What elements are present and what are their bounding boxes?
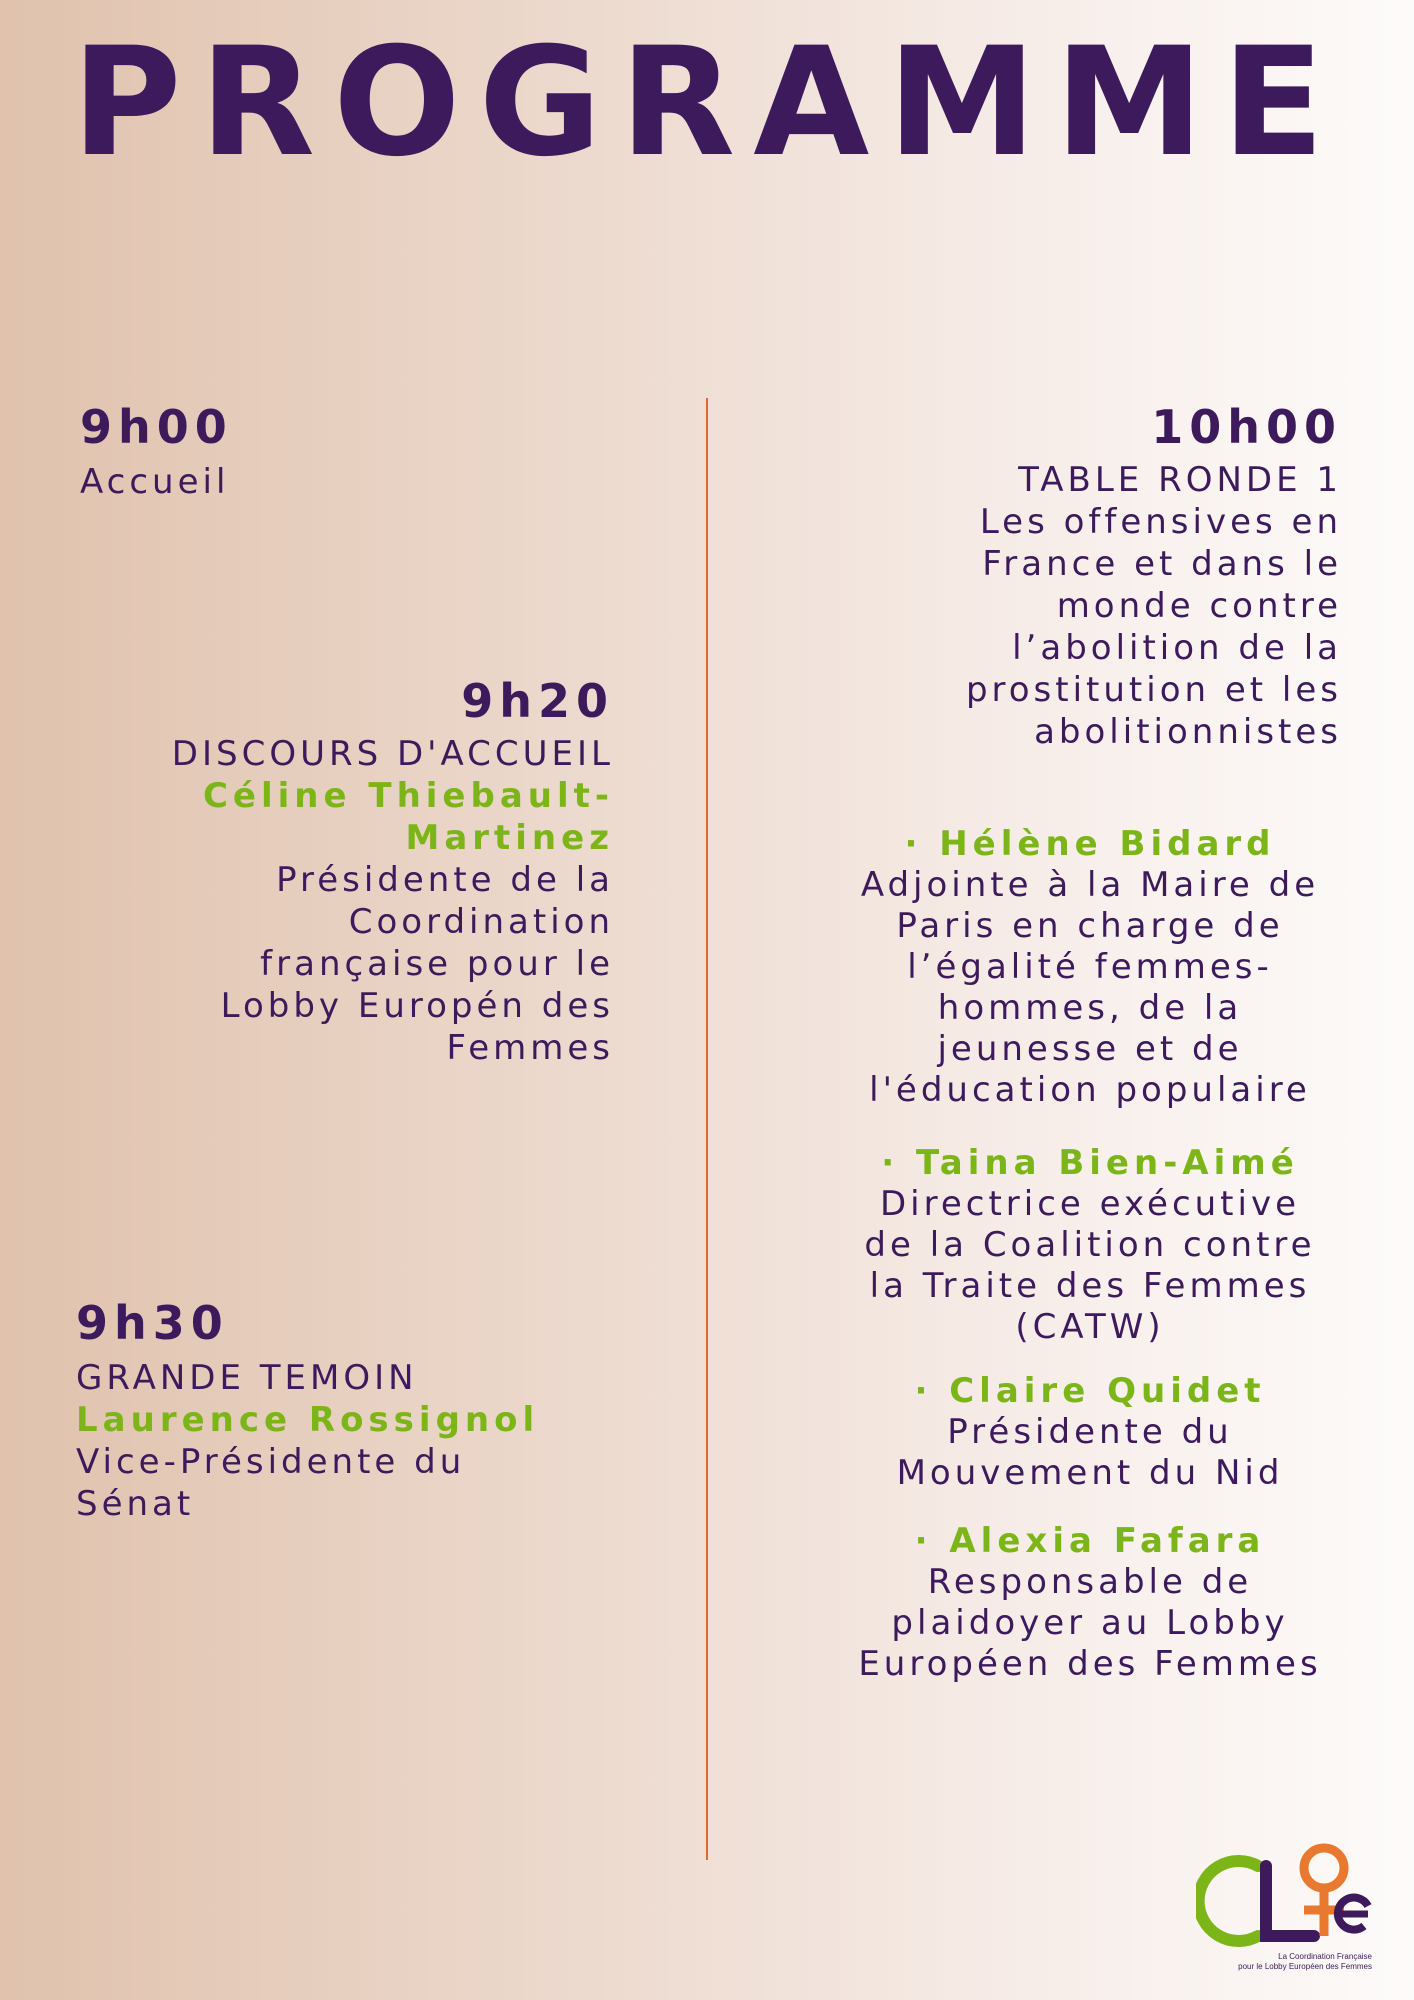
page-title: PROGRAMME xyxy=(71,16,1343,190)
session-topic: Les offensives en France et dans le monde contre l’abolition de la prostitution et les abolitionnistes xyxy=(965,502,1342,753)
organization-logo xyxy=(1196,1836,1372,1971)
session-time: 9h30 xyxy=(76,1296,229,1350)
logo-caption: La Coordination Française pour le Lobby Européen des Femmes xyxy=(1238,1952,1372,1971)
speaker-name: · Taina Bien-Aimé xyxy=(881,1143,1299,1183)
session-label: TABLE RONDE 1 xyxy=(1018,460,1342,501)
speaker-role: Vice-Présidente du Sénat xyxy=(76,1442,466,1525)
session-time: 9h20 xyxy=(461,674,614,728)
speaker-name: Laurence Rossignol xyxy=(76,1400,540,1441)
session-10h00 xyxy=(780,400,1342,753)
speaker-3 xyxy=(820,1370,1360,1494)
logo-mark-icon xyxy=(1196,1836,1372,1956)
speaker-role: Adjointe à la Maire de Paris en charge de l’égalité femmes- hommes, de la jeunesse et de l'éducation populaire xyxy=(860,865,1320,1110)
speaker-role: Directrice exécutive de la Coalition contre la Traite des Femmes (CATW) xyxy=(864,1184,1316,1347)
speaker-name: · Hélène Bidard xyxy=(904,824,1276,864)
session-9h20 xyxy=(80,674,614,1069)
column-divider xyxy=(706,398,708,1860)
speaker-2 xyxy=(820,1142,1360,1348)
session-label: GRANDE TEMOIN xyxy=(76,1358,418,1399)
session-9h00 xyxy=(80,400,640,503)
speaker-name: · Claire Quidet xyxy=(914,1371,1266,1411)
speaker-role: Présidente du Mouvement du Nid xyxy=(896,1412,1284,1493)
session-time: 9h00 xyxy=(80,400,233,454)
speaker-role: Présidente de la Coordination française pour le Lobby Europén des Femmes xyxy=(220,860,614,1069)
session-label: Accueil xyxy=(80,462,230,503)
speaker-name: · Alexia Fafara xyxy=(914,1521,1266,1561)
speaker-1 xyxy=(820,823,1360,1111)
session-time: 10h00 xyxy=(1151,400,1342,454)
session-9h30 xyxy=(76,1296,636,1525)
speaker-4 xyxy=(820,1520,1360,1685)
session-label: DISCOURS D'ACCUEIL xyxy=(171,734,614,775)
speaker-name: Céline Thiebault- Martinez xyxy=(202,776,614,859)
speaker-role: Responsable de plaidoyer au Lobby Européen des Femmes xyxy=(858,1562,1322,1684)
